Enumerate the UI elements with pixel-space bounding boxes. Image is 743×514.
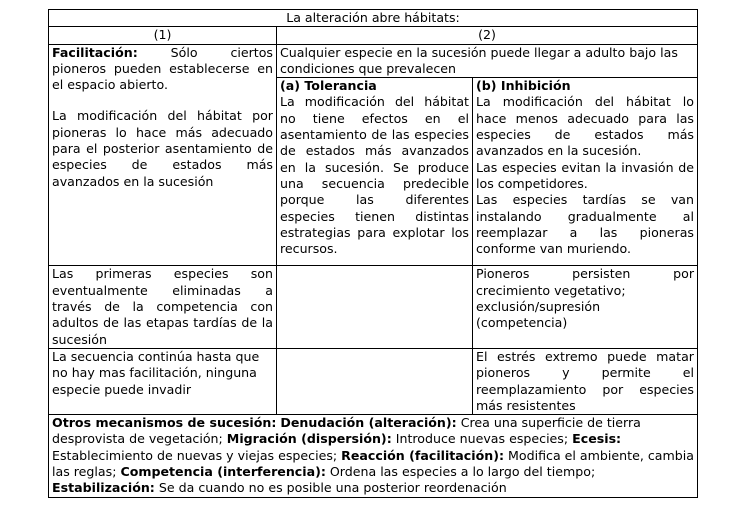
inhibition-text-2: Las especies evitan la invasión de los competidores. [476, 159, 694, 191]
title-row [49, 10, 698, 27]
inhibition-text-3: Las especies tardías se van instalando gradualmente al reemplazar a las pioneras conforme van muriendo. [476, 192, 694, 257]
empty-cell [277, 266, 473, 348]
facilitation-text-1: Sólo ciertos pioneros pueden establecerse en el espacio abierto. [52, 44, 273, 93]
inhibition-header: (b) Inhibición [476, 78, 571, 94]
table-title: La alteración abre hábitats: [49, 10, 698, 27]
facilitation-term: Facilitación: [52, 44, 138, 60]
footer-desc-migration: Introduce nuevas especies; [395, 431, 569, 447]
tolerance-header: (a) Tolerancia [280, 78, 377, 94]
column-header-row [49, 27, 698, 44]
footer-desc-competition: Ordena las especies a lo largo del tiempo; [329, 464, 596, 480]
intro-row [49, 44, 698, 78]
facilitation-paragraph-1 [52, 45, 273, 94]
column-header-2: (2) [277, 27, 698, 44]
persistence-cell [473, 266, 698, 348]
footer-term-ecesis: Ecesis: [572, 431, 622, 447]
column-header-1: (1) [49, 27, 277, 44]
other-mechanisms-cell [49, 415, 698, 497]
footer-term-migration: Migración (dispersión): [226, 431, 392, 447]
col2-intro: Cualquier especie en la sucesión puede llegar a adulto bajo las condiciones que prevalecen [277, 44, 698, 78]
persistence-text-1: Pioneros persisten por crecimiento vegetativo; [476, 266, 694, 298]
footer-desc-stabilization: Se da cuando no es posible una posterior reordenación [158, 480, 507, 496]
inhibition-text-1: La modificación del hábitat lo hace menos adecuado para las especies de estados más avanzados en la sucesión. [476, 94, 694, 159]
sequence-row [49, 348, 698, 414]
footer-term-denudation: Denudación (alteración): [280, 415, 457, 431]
facilitation-text-2: La modificación del hábitat por pioneras lo hace más adecuado para el posterior asentamiento de especies de estados más avanzados en la sucesión [52, 108, 273, 189]
footer-term-competition: Competencia (interferencia): [120, 464, 326, 480]
facilitation-cell [49, 44, 277, 266]
inhibition-cell [473, 78, 698, 266]
footer-lead: Otros mecanismos de sucesión: [52, 415, 277, 431]
sequence-cell: La secuencia continúa hasta que no hay mas facilitación, ninguna especie puede invadir [49, 348, 277, 414]
footer-row [49, 415, 698, 497]
succession-table [48, 9, 698, 498]
footer-desc-denudation: Crea una superficie de tierra desprovista de vegetación; [52, 415, 641, 447]
elimination-row [49, 266, 698, 348]
footer-desc-reaction: Modifica el ambiente, cambia las reglas; [52, 447, 694, 480]
persistence-text-2: exclusión/supresión (competencia) [476, 299, 601, 331]
elimination-cell: Las primeras especies son eventualmente eliminadas a través de la competencia con adultos de las etapas tardías de la sucesión [49, 266, 277, 348]
spacer [52, 93, 273, 108]
tolerance-cell [277, 78, 473, 266]
footer-desc-ecesis: Establecimiento de nuevas y viejas especies; [52, 447, 338, 463]
footer-term-stabilization: Estabilización: [52, 480, 155, 496]
spacer [280, 257, 469, 265]
stress-cell: El estrés extremo puede matar pioneros y permite el reemplazamiento por especies más resistentes [473, 348, 698, 414]
tolerance-text: La modificación del hábitat no tiene efectos en el asentamiento de las especies de estados más avanzados en la sucesión. Se produce una secuencia predecible porque las diferentes especies tienen distintas estrategias para explotar los recursos. [280, 94, 469, 257]
empty-cell [277, 348, 473, 414]
footer-term-reaction: Reacción (facilitación): [341, 447, 505, 463]
